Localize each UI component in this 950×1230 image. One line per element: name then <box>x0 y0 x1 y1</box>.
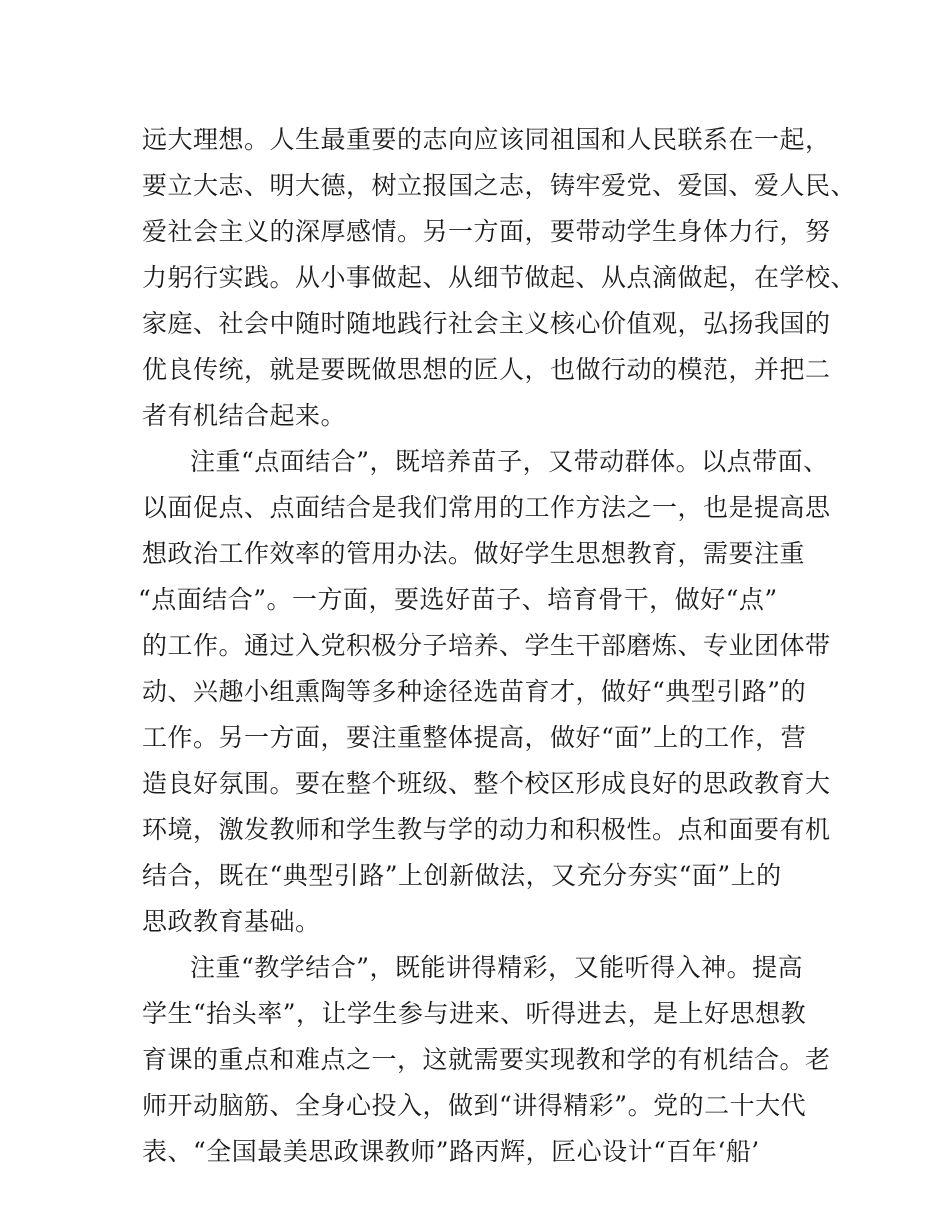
text-line: 家庭、社会中随时随地践行社会主义核心价值观，弘扬我国的 <box>142 309 831 338</box>
text-line: 动、兴趣小组熏陶等多种途径选苗育才，做好“典型引路”的 <box>142 677 807 706</box>
text-line: 以面促点、点面结合是我们常用的工作方法之一，也是提高思 <box>142 493 831 522</box>
text-line: 爱社会主义的深厚感情。另一方面，要带动学生身体力行，努 <box>142 217 831 246</box>
text-line: 学生“抬头率”，让学生参与进来、听得进去，是上好思想教 <box>142 999 807 1028</box>
text-line: 育课的重点和难点之一，这就需要实现教和学的有机结合。老 <box>142 1045 831 1074</box>
text-line: 力躬行实践。从小事做起、从细节做起、从点滴做起，在学校、 <box>142 263 857 292</box>
text-line: 造良好氛围。要在整个班级、整个校区形成良好的思政教育大 <box>142 769 831 798</box>
text-line: 的工作。通过入党积极分子培养、学生干部磨炼、专业团体带 <box>142 631 831 660</box>
text-line: 优良传统，就是要既做思想的匠人，也做行动的模范，并把二 <box>142 355 831 384</box>
text-line: 思政教育基础。 <box>142 907 321 936</box>
text-line: 表、“全国最美思政课教师”路丙辉，匠心设计“百年‘船’ <box>142 1137 760 1166</box>
text-line: 远大理想。人生最重要的志向应该同祖国和人民联系在一起， <box>142 125 831 154</box>
paragraph-first-line: 注重“点面结合”，既培养苗子，又带动群体。以点带面、 <box>190 447 829 476</box>
text-line: “点面结合”。一方面，要选好苗子、培育骨干，做好“点” <box>138 585 778 614</box>
text-line: 师开动脑筋、全身心投入，做到“讲得精彩”。党的二十大代 <box>142 1091 807 1120</box>
text-line: 要立大志、明大德，树立报国之志，铸牢爱党、爱国、爱人民、 <box>142 171 857 200</box>
text-line: 环境，激发教师和学生教与学的动力和积极性。点和面要有机 <box>142 815 831 844</box>
text-line: 想政治工作效率的管用办法。做好学生思想教育，需要注重 <box>142 539 806 568</box>
text-line: 工作。另一方面，要注重整体提高，做好“面”上的工作，营 <box>142 723 807 752</box>
text-line: 者有机结合起来。 <box>142 401 347 430</box>
paragraph-first-line: 注重“教学结合”，既能讲得精彩，又能听得入神。提高 <box>190 953 804 982</box>
text-line: 结合，既在“典型引路”上创新做法，又充分夯实“面”上的 <box>142 861 782 890</box>
